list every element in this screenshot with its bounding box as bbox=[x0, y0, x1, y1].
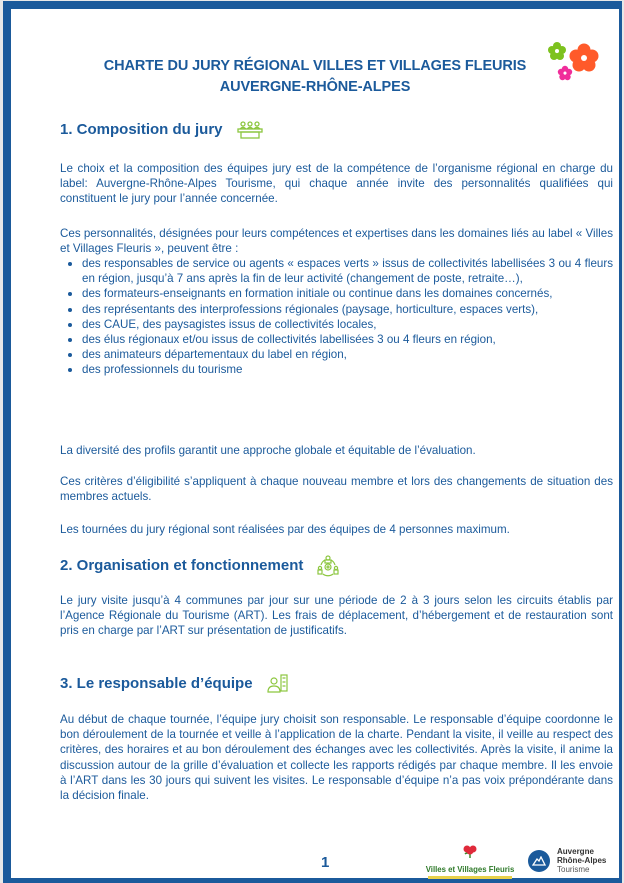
title-line-1: CHARTE DU JURY RÉGIONAL VILLES ET VILLAGES FLEURIS bbox=[103, 58, 527, 74]
list-item: des professionnels du tourisme bbox=[60, 362, 613, 377]
organization-network-icon bbox=[317, 555, 339, 577]
section-1-diversity-paragraph: La diversité des profils garantit une approche globale et équitable de l’évaluation. bbox=[60, 444, 476, 457]
team-leader-checklist-icon bbox=[267, 674, 289, 694]
list-item: des responsables de service ou agents « espaces verts » issus de collectivités labellisées 3 ou 4 fleurs en région, jusqu’à 7 ans après la fin de leur activité (changement de poste, retraite…), bbox=[60, 256, 613, 286]
flowers-icon bbox=[541, 41, 611, 87]
section-1-heading: 1. Composition du jury bbox=[60, 120, 263, 140]
vvf-tagline-bar bbox=[428, 876, 512, 879]
list-item: des animateurs départementaux du label en région, bbox=[60, 347, 613, 362]
jury-member-list bbox=[60, 256, 613, 378]
document-page bbox=[3, 1, 622, 883]
auvergne-rhone-alpes-tourisme-logo bbox=[528, 847, 606, 874]
section-3-heading: 3. Le responsable d’équipe bbox=[60, 674, 289, 694]
section-1-eligibility-paragraph: Ces critères d’éligibilité s’appliquent à chaque nouveau membre et lors des changements de situation des membres actuels. bbox=[60, 475, 613, 504]
section-2-paragraph-1: Le jury visite jusqu’à 4 communes par jour sur une période de 2 à 3 jours selon les circuits établis par l’Agence Régionale du Tourisme (ART). Les frais de déplacement, d’hébergement et de restauration sont pris en charge par l’ART sur présentation de justificatifs. bbox=[60, 594, 613, 638]
section-1-paragraph-2: Ces personnalités, désignées pour leurs compétences et expertises dans les domaines liés au label « Villes et Villages Fleuris », peuvent être : bbox=[60, 227, 613, 256]
red-flower-icon bbox=[462, 845, 478, 859]
section-3-paragraph-1: Au début de chaque tournée, l’équipe jury choisit son responsable. Le responsable d’équipe coordonne le bon déroulement de la tournée et veille à l’application de la charte. Pendant la visite, il veille au respect des critères, des horaires et au bon déroulement des échanges avec les collectivités. Après la visite, il anime la discussion autour de la grille d’évaluation et collecte les rapports rédigés par chaque membre. Il les envoie à l’ART dans les 30 jours qui suivent les visites. Le responsable d’équipe n’a pas voix prépondérante dans la décision finale. bbox=[60, 713, 613, 803]
list-item: des formateurs-enseignants en formation initiale ou continue dans les domaines concernés, bbox=[60, 286, 613, 301]
list-item: des représentants des interprofessions régionales (paysage, horticulture, espaces verts), bbox=[60, 302, 613, 317]
villes-villages-fleuris-logo bbox=[424, 845, 516, 879]
title-line-2: AUVERGNE-RHÔNE-ALPES bbox=[219, 79, 411, 95]
art-logo-text: Auvergne Rhône-Alpes Tourisme bbox=[557, 847, 607, 874]
vvf-logo-text: Villes et Villages Fleuris bbox=[425, 865, 515, 874]
section-1-paragraph-1: Le choix et la composition des équipes jury est de la compétence de l’organisme régional en charge du label: Auvergne-Rhône-Alpes Tourisme, qui chaque année invite des personnalités qualifiées qui constituent le jury pour l’année concernée. bbox=[60, 162, 613, 206]
jury-panel-icon bbox=[237, 121, 263, 139]
section-2-heading: 2. Organisation et fonctionnement bbox=[60, 555, 339, 577]
page-number: 1 bbox=[321, 854, 330, 871]
page-title bbox=[11, 56, 619, 98]
list-item: des CAUE, des paysagistes issus de collectivités locales, bbox=[60, 317, 613, 332]
list-item: des élus régionaux et/ou issus de collectivités labellisées 3 ou 4 fleurs en région, bbox=[60, 332, 613, 347]
mountain-circle-icon bbox=[528, 850, 550, 872]
section-1-team-size-paragraph: Les tournées du jury régional sont réalisées par des équipes de 4 personnes maximum. bbox=[60, 523, 510, 536]
